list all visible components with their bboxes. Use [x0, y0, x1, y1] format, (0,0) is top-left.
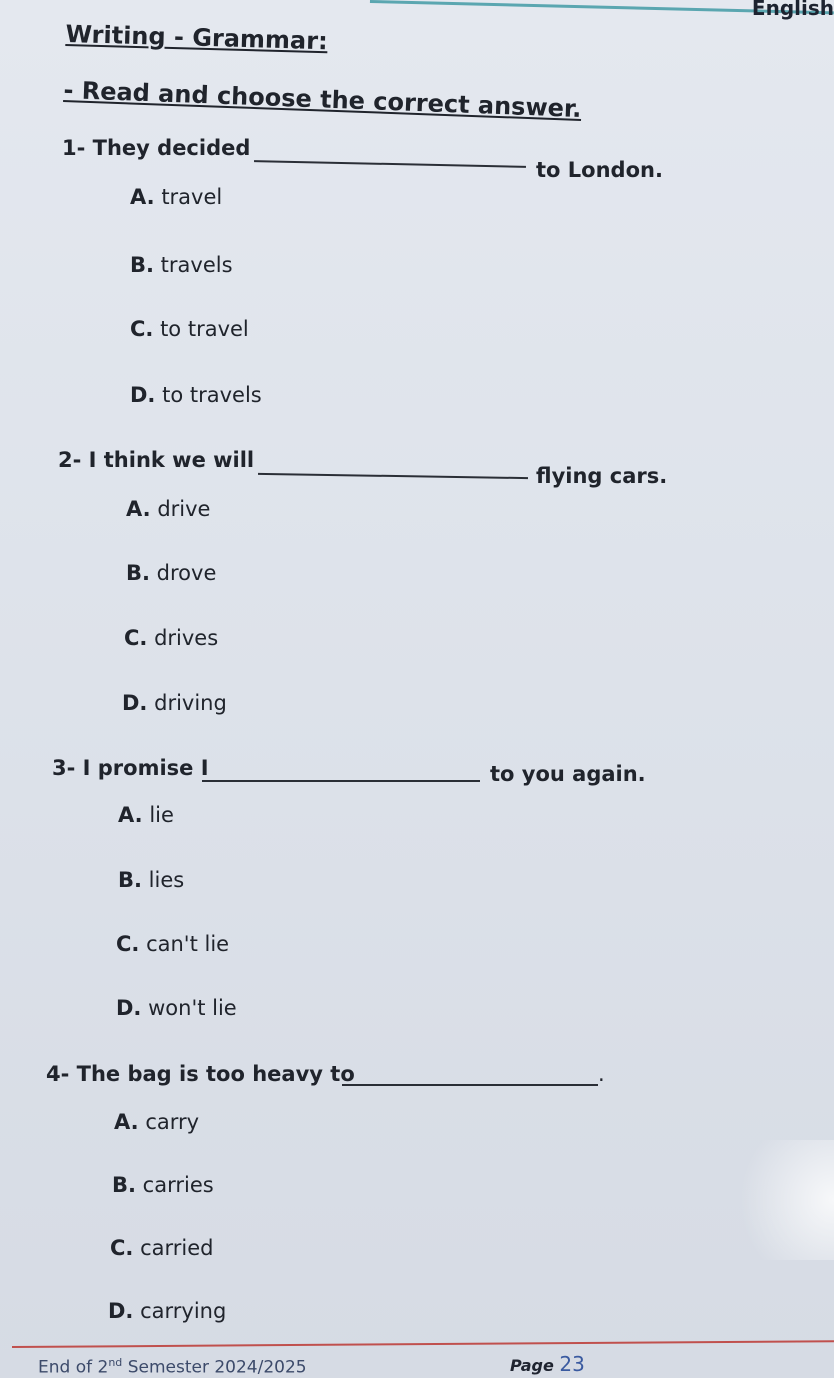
semester-superscript: nd	[108, 1356, 123, 1369]
option-letter: B.	[126, 561, 150, 585]
question-2-option-c	[124, 626, 218, 650]
option-letter: C.	[110, 1236, 134, 1260]
option-letter: D.	[108, 1299, 134, 1323]
question-3-stem-before: 3- I promise I	[52, 756, 209, 780]
option-text: carries	[142, 1173, 214, 1197]
footer-page	[510, 1352, 585, 1376]
option-text: travel	[161, 185, 223, 209]
option-letter: B.	[112, 1173, 136, 1197]
question-4-stem-before: 4- The bag is too heavy to	[46, 1062, 355, 1086]
question-4-option-a	[114, 1110, 199, 1134]
subject-label: English	[751, 0, 834, 20]
semester-suffix: Semester 2024/2025	[122, 1357, 307, 1378]
option-text: driving	[154, 691, 227, 715]
question-3-option-a	[118, 803, 174, 827]
option-letter: B.	[130, 253, 154, 277]
option-text: carrying	[140, 1299, 227, 1323]
question-1-option-c	[130, 317, 249, 341]
option-text: lie	[149, 803, 174, 827]
page-number: 23	[559, 1352, 585, 1376]
question-4-option-c	[110, 1236, 213, 1260]
screen-glare	[714, 1140, 834, 1260]
option-text: travels	[160, 253, 233, 277]
option-text: to travel	[160, 317, 249, 341]
option-letter: D.	[122, 691, 148, 715]
option-text: drive	[157, 497, 211, 521]
question-3-blank	[202, 780, 480, 782]
question-2-stem-after: flying cars.	[536, 464, 668, 488]
question-2-option-d	[122, 691, 227, 715]
option-letter: D.	[116, 996, 142, 1020]
section-title: Writing - Grammar:	[65, 20, 329, 56]
option-letter: D.	[130, 383, 156, 407]
question-4-blank	[342, 1084, 598, 1086]
option-letter: A.	[118, 803, 143, 827]
question-1-stem-before: 1- They decided	[62, 136, 251, 160]
question-2-option-b	[126, 561, 216, 585]
question-2-option-a	[126, 497, 210, 521]
option-letter: C.	[130, 317, 154, 341]
question-1-blank	[254, 160, 526, 168]
question-3-option-d	[116, 996, 237, 1020]
option-text: drove	[156, 561, 217, 585]
page-label: Page	[510, 1356, 554, 1375]
option-letter: B.	[118, 868, 142, 892]
question-1-option-b	[130, 253, 233, 277]
footer-semester	[38, 1356, 307, 1378]
option-letter: A.	[126, 497, 151, 521]
option-letter: C.	[116, 932, 140, 956]
option-text: won't lie	[148, 996, 237, 1020]
question-1-option-d	[130, 383, 262, 407]
option-letter: A.	[114, 1110, 139, 1134]
option-text: to travels	[162, 383, 262, 407]
option-letter: A.	[130, 185, 155, 209]
question-4-stem-after: .	[598, 1062, 605, 1086]
option-text: drives	[154, 626, 219, 650]
instruction: - Read and choose the correct answer.	[62, 76, 582, 123]
option-text: can't lie	[146, 932, 230, 956]
question-1-stem-after: to London.	[536, 158, 663, 182]
option-text: carry	[145, 1110, 200, 1134]
question-2-stem-before: 2- I think we will	[58, 448, 255, 472]
question-4-option-d	[108, 1299, 226, 1323]
question-1-option-a	[130, 185, 222, 209]
option-text: carried	[140, 1236, 214, 1260]
footer-rule	[12, 1340, 834, 1348]
semester-prefix: End of 2	[38, 1357, 109, 1378]
option-letter: C.	[124, 626, 148, 650]
question-3-stem-after: to you again.	[490, 762, 646, 786]
option-text: lies	[148, 868, 185, 892]
question-2-blank	[258, 473, 528, 479]
question-4-option-b	[112, 1173, 214, 1197]
question-3-option-c	[116, 932, 229, 956]
question-3-option-b	[118, 868, 184, 892]
